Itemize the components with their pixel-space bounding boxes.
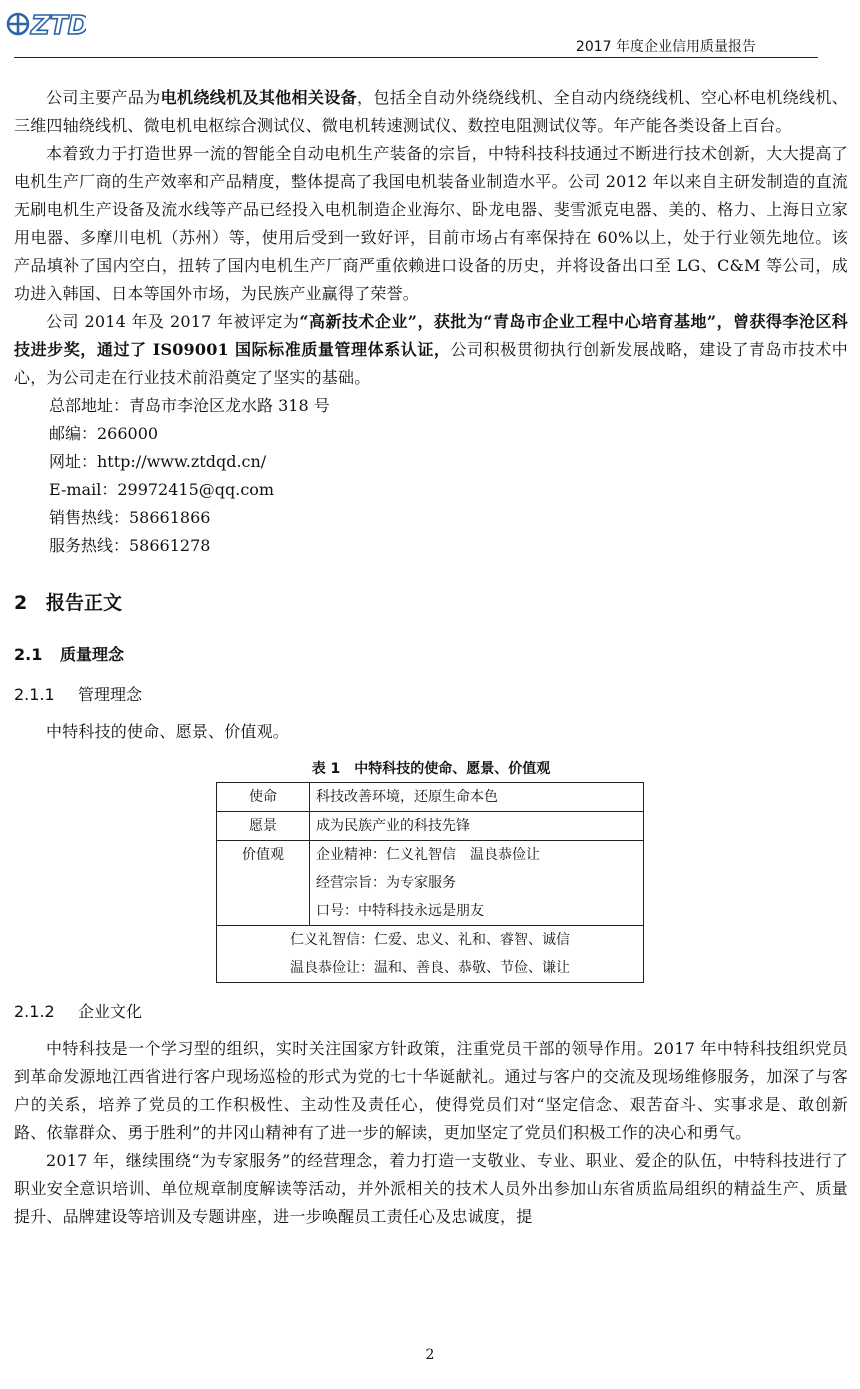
section-heading-2-1-2 [14, 997, 848, 1027]
vision-value: 成为民族产业的科技先锋 [310, 812, 644, 841]
logo-text: ZTD [31, 11, 86, 41]
text-span: 公司主要产品为 [46, 88, 161, 107]
values-line: 企业精神：仁义礼智信 温良恭俭让 [316, 847, 540, 863]
table-row [217, 783, 644, 812]
section-title: 管理理念 [78, 685, 143, 704]
report-title: 2017 年度企业信用质量报告 [575, 39, 756, 55]
section-number: 2.1 [14, 645, 43, 664]
contact-email: E-mail：29972415@qq.com [49, 480, 275, 499]
section-heading-2 [14, 588, 848, 618]
section-number: 2.1.2 [14, 1002, 55, 1021]
bold-text: 电机绕线机及其他相关设备 [160, 88, 358, 107]
section-heading-2-1-1 [14, 680, 848, 710]
mission-label: 使命 [217, 783, 310, 812]
mission-vision-values-table [216, 782, 644, 983]
mission-value: 科技改善环境，还原生命本色 [310, 783, 644, 812]
bold-text: “高新技术企业”，获批为“青岛市企业工程中心培育基地”，曾获得李沧区科技进步奖，通过了 IS09001 国际标准质量管理体系认证， [14, 312, 848, 359]
table-caption: 表 1 中特科技的使命、愿景、价值观 [311, 761, 551, 777]
company-logo [6, 6, 86, 42]
contact-address: 总部地址：青岛市李沧区龙水路 318 号 [49, 396, 330, 415]
values-explanation-line: 仁义礼智信：仁爱、忠义、礼和、睿智、诚信 [290, 932, 570, 948]
section-number: 2.1.1 [14, 685, 55, 704]
section-number: 2 [14, 592, 28, 614]
values-label: 价值观 [217, 841, 310, 926]
section-title: 企业文化 [78, 1002, 143, 1021]
values-line: 经营宗旨：为专家服务 [316, 875, 456, 891]
section-title: 报告正文 [46, 592, 123, 614]
section-title: 质量理念 [60, 645, 125, 664]
values-explanation [217, 926, 644, 983]
contact-service-hotline: 服务热线：58661278 [49, 536, 211, 555]
intro-paragraph-1 [14, 84, 848, 140]
table-row [217, 926, 644, 983]
values-explanation-line: 温良恭俭让：温和、善良、恭敬、节俭、谦让 [290, 960, 570, 976]
section-heading-2-1 [14, 640, 848, 670]
header-divider [14, 57, 818, 58]
vision-label: 愿景 [217, 812, 310, 841]
values-content [310, 841, 644, 926]
contact-sales-hotline: 销售热线：58661866 [49, 508, 211, 527]
intro-paragraph-3 [14, 308, 848, 392]
page-number: 2 [425, 1347, 435, 1363]
management-intro: 中特科技的使命、愿景、价值观。 [46, 722, 290, 741]
text-span: ，包括全自动外绕绕线机、全自动内绕绕线机、空心杯电机绕线机、三维四轴绕线机、微电机电枢综合测试仪、微电机转速测试仪、数控电阻测试仪等。年产能各类设备上百台。 [14, 88, 848, 135]
values-line: 口号：中特科技永远是朋友 [316, 903, 484, 919]
contact-website: 网址：http://www.ztdqd.cn/ [49, 452, 267, 471]
culture-paragraph-2: 2017 年，继续围绕“为专家服务”的经营理念，着力打造一支敬业、专业、职业、爱企的队伍，中特科技进行了职业安全意识培训、单位规章制度解读等活动，并外派相关的技术人员外出参加山东省质监局组织的精益生产、质量提升、品牌建设等培训及专题讲座，进一步唤醒员工责任心及忠诚度，提 [14, 1151, 848, 1226]
text-span: 公司 2014 年及 2017 年被评定为 [46, 312, 300, 331]
contact-postcode: 邮编：266000 [49, 424, 159, 443]
intro-paragraph-2: 本着致力于打造世界一流的智能全自动电机生产装备的宗旨，中特科技科技通过不断进行技术创新，大大提高了电机生产厂商的生产效率和产品精度，整体提高了我国电机装备业制造水平。公司 2012 年以来自主研发制造的直流无刷电机生产设备及流水线等产品已经投入电机制造企业海尔、卧龙电器、斐雪派克电器、美的、格力、上海日立家用电器、多摩川电机（苏州）等，使用后受到一致好评，目前市场占有率保持在 60%以上，处于行业领先地位。该产品填补了国内空白，扭转了国内电机生产厂商严重依赖进口设备的历史，并将设备出口至 LG、C&M 等公司，成功进入韩国、日本等国外市场，为民族产业赢得了荣誉。 [14, 144, 848, 303]
document-body [14, 84, 848, 1231]
culture-paragraph-1: 中特科技是一个学习型的组织，实时关注国家方针政策，注重党员干部的领导作用。2017 年中特科技组织党员到革命发源地江西省进行客户现场巡检的形式为党的七十华诞献礼。通过与客户的交流及现场维修服务，加深了与客户的关系，培养了党员的工作积极性、主动性及责任心，使得党员们对“坚定信念、艰苦奋斗、实事求是、敢创新路、依靠群众、勇于胜利”的井冈山精神有了进一步的解读，更加坚定了党员们积极工作的决心和勇气。 [14, 1039, 848, 1142]
table-row [217, 812, 644, 841]
table-row [217, 841, 644, 926]
text-span: 公司积极贯彻执行创新发展战略，建设了青岛市技术中心，为公司走在行业技术前沿奠定了坚实的基础。 [14, 340, 848, 387]
